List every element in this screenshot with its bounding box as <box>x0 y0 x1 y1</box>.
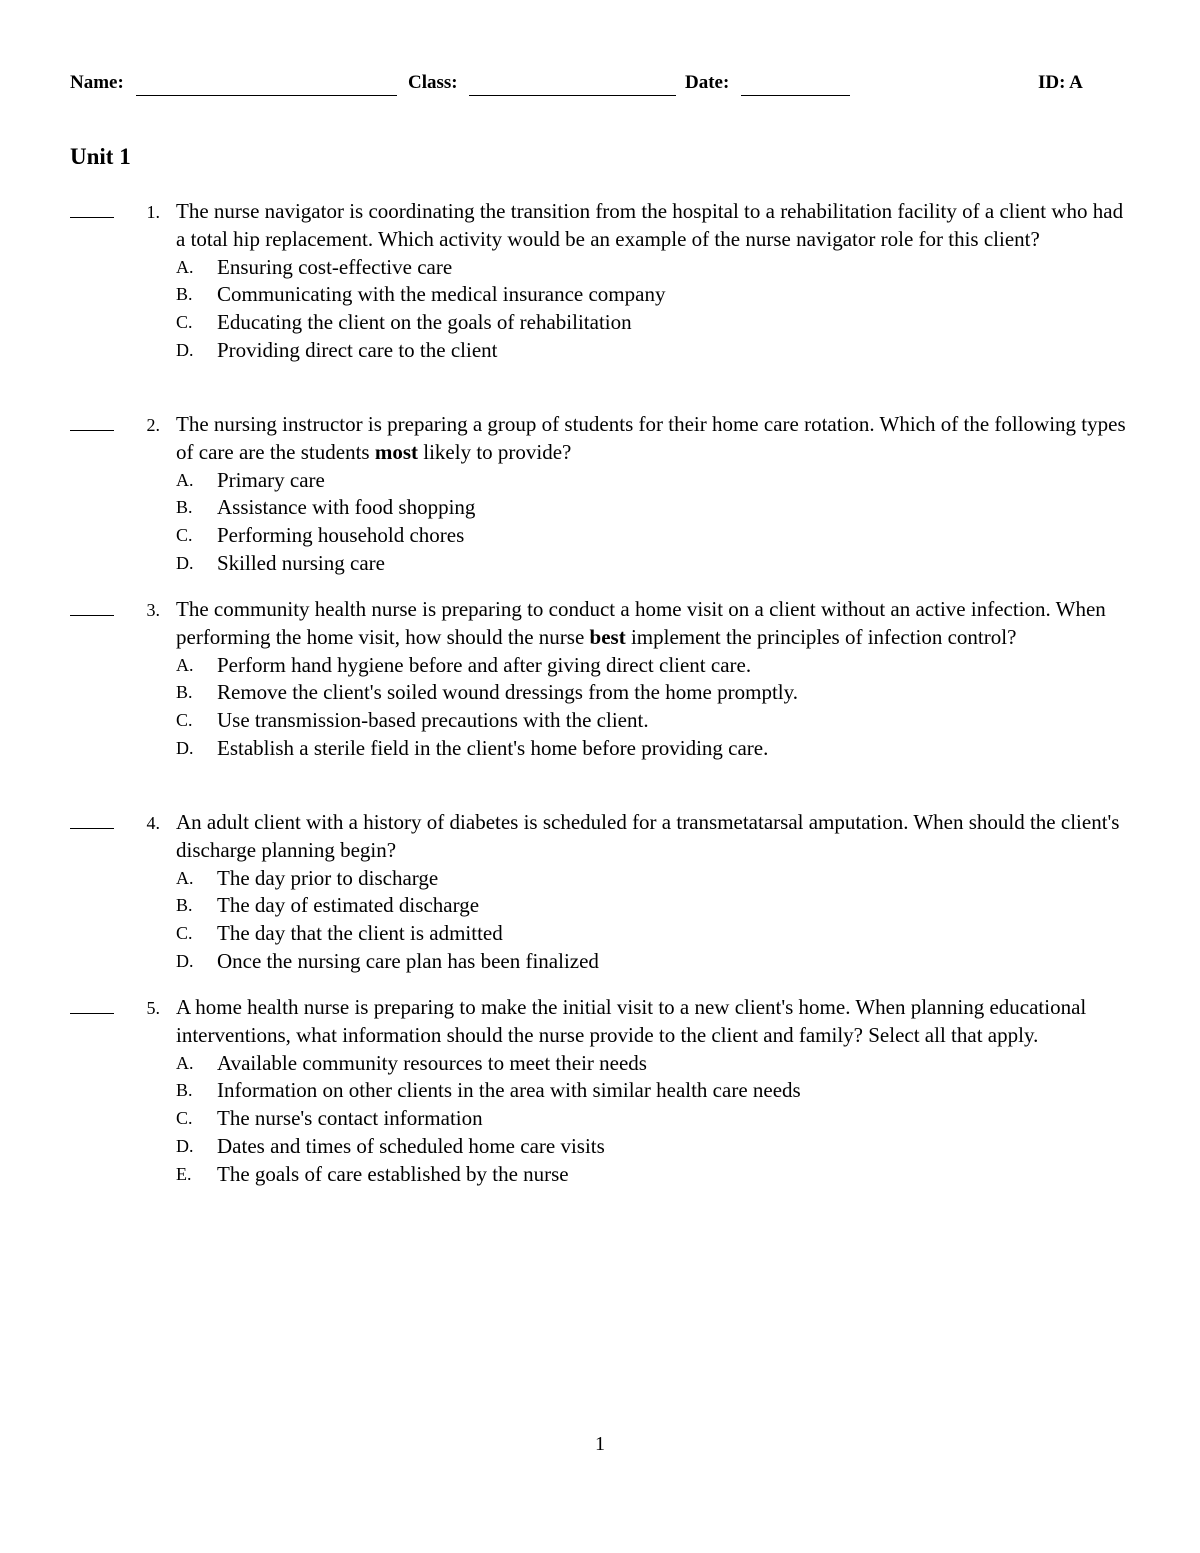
question-number: 2. <box>146 415 160 435</box>
option-letter: C. <box>176 710 193 731</box>
option-letter: A. <box>176 256 194 277</box>
option-letter: E. <box>176 1163 192 1184</box>
date-label: Date: <box>685 72 730 93</box>
option-c <box>176 1105 1131 1133</box>
option-letter: D. <box>176 552 194 573</box>
document-header <box>70 72 1092 100</box>
option-text: The day prior to discharge <box>217 865 439 890</box>
option-letter: A. <box>176 867 194 888</box>
option-text: Once the nursing care plan has been finalized <box>217 948 599 973</box>
option-text: Establish a sterile field in the client's home before providing care. <box>217 735 769 760</box>
question-number: 1. <box>146 202 160 222</box>
option-letter: A. <box>176 469 194 490</box>
option-letter: C. <box>176 525 193 546</box>
option-b <box>176 679 1131 707</box>
option-text: Dates and times of scheduled home care visits <box>217 1133 605 1158</box>
option-a <box>176 865 1131 893</box>
option-c <box>176 920 1131 948</box>
option-text: Performing household chores <box>217 523 465 548</box>
option-text: Use transmission-based precautions with the client. <box>217 708 649 733</box>
page-number: 1 <box>595 1433 605 1455</box>
question-number: 3. <box>146 600 160 620</box>
class-label: Class: <box>408 72 458 93</box>
option-d <box>176 1133 1131 1161</box>
option-letter: D. <box>176 1135 194 1156</box>
question-stem: The nurse navigator is coordinating the transition from the hospital to a rehabilitation facility of a client who had a total hip replacement. Which activity would be an example of the nurse navigator role for this client? <box>176 199 1124 251</box>
option-letter: D. <box>176 339 194 360</box>
option-letter: C. <box>176 923 193 944</box>
option-letter: C. <box>176 1108 193 1129</box>
question-stem: The nursing instructor is preparing a group of students for their home care rotation. Which of the following types of care are the students most likely to provide? <box>176 412 1126 464</box>
question-body <box>176 198 1131 365</box>
answer-blank <box>70 615 114 616</box>
answer-blank <box>70 217 114 218</box>
option-a <box>176 1050 1131 1078</box>
option-text: Skilled nursing care <box>217 550 385 575</box>
option-d <box>176 948 1131 976</box>
option-text: The day of estimated discharge <box>217 893 480 918</box>
question-stem: A home health nurse is preparing to make the initial visit to a new client's home. When planning educational interventions, what information should the nurse provide to the client and family? Select all that apply. <box>176 995 1087 1047</box>
answer-blank <box>70 430 114 431</box>
option-text: The day that the client is admitted <box>217 921 503 946</box>
option-b <box>176 494 1131 522</box>
question-number: 5. <box>146 998 160 1018</box>
option-text: Available community resources to meet their needs <box>217 1050 647 1075</box>
option-letter: B. <box>176 1080 193 1101</box>
option-e <box>176 1161 1131 1189</box>
option-b <box>176 281 1131 309</box>
option-c <box>176 522 1131 550</box>
name-field-line <box>136 95 397 96</box>
name-label: Name: <box>70 72 124 93</box>
question-stem: An adult client with a history of diabetes is scheduled for a transmetatarsal amputation. When should the client's discharge planning begin? <box>176 810 1120 862</box>
option-letter: A. <box>176 1052 194 1073</box>
class-field-line <box>469 95 676 96</box>
option-text: Perform hand hygiene before and after giving direct client care. <box>217 652 752 677</box>
option-text: Information on other clients in the area with similar health care needs <box>217 1078 801 1103</box>
option-text: Assistance with food shopping <box>217 495 476 520</box>
question-body <box>176 411 1131 578</box>
question-body <box>176 596 1131 763</box>
option-text: Primary care <box>217 467 325 492</box>
option-text: Communicating with the medical insurance company <box>217 282 666 307</box>
option-letter: B. <box>176 284 193 305</box>
option-a <box>176 467 1131 495</box>
option-b <box>176 892 1131 920</box>
option-letter: D. <box>176 950 194 971</box>
option-text: Remove the client's soiled wound dressings from the home promptly. <box>217 680 798 705</box>
option-d <box>176 550 1131 578</box>
unit-title: Unit 1 <box>70 144 131 169</box>
question-body <box>176 994 1131 1189</box>
option-d <box>176 337 1131 365</box>
option-text: Providing direct care to the client <box>217 337 498 362</box>
option-letter: D. <box>176 737 194 758</box>
option-letter: C. <box>176 312 193 333</box>
question-stem: The community health nurse is preparing to conduct a home visit on a client without an active infection. When performing the home visit, how should the nurse best implement the principles of infection control? <box>176 597 1106 649</box>
option-text: The goals of care established by the nurse <box>217 1161 569 1186</box>
option-text: Ensuring cost-effective care <box>217 254 453 279</box>
option-a <box>176 254 1131 282</box>
id-label: ID: A <box>1038 72 1083 93</box>
answer-blank <box>70 828 114 829</box>
option-letter: B. <box>176 895 193 916</box>
option-d <box>176 735 1131 763</box>
option-a <box>176 652 1131 680</box>
option-text: Educating the client on the goals of rehabilitation <box>217 310 632 335</box>
option-letter: B. <box>176 682 193 703</box>
option-c <box>176 309 1131 337</box>
option-text: The nurse's contact information <box>217 1106 483 1131</box>
date-field-line <box>741 95 850 96</box>
option-b <box>176 1077 1131 1105</box>
question-number: 4. <box>146 813 160 833</box>
option-letter: A. <box>176 654 194 675</box>
option-c <box>176 707 1131 735</box>
question-body <box>176 809 1131 976</box>
answer-blank <box>70 1013 114 1014</box>
option-letter: B. <box>176 497 193 518</box>
